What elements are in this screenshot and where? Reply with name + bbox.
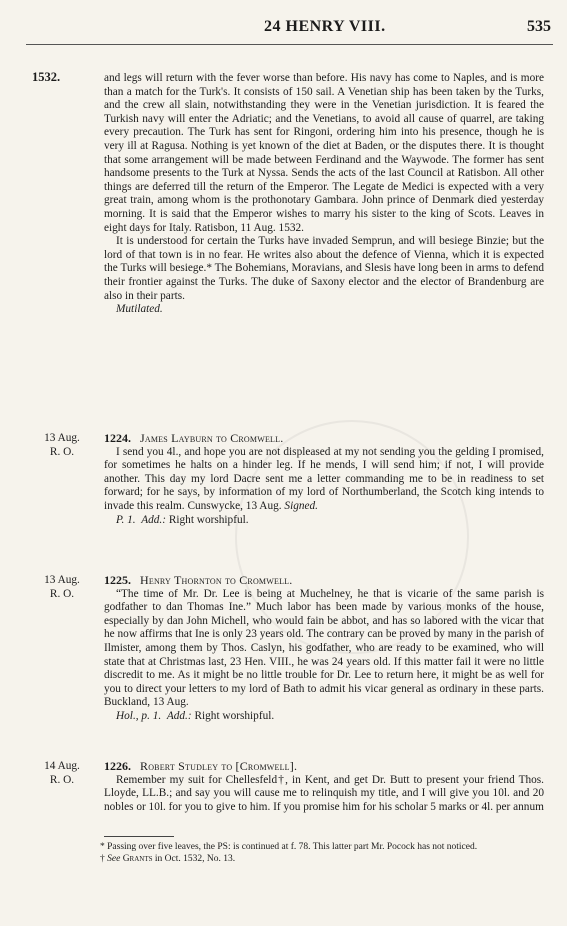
- entry-text: “The time of Mr. Dr. Lee is being at Muchelney, he that is vicarie of the same parish is godfather to dan Thomas Ine.” Much labor has been made by various monks of the house, especially by dan John Michell, who would fain be abbot, and has so labored with the vicar that he now affirms that Ine is only 23 years old. The contrary can be proved by many in the parish of Ilmister, among them by Thos. Caslyn, his godfather, who are ready to be examined, who will state that at Christmas last, 23 Hen. VIII., he was 24 years old. If this matter fail it were no little discredit to me. As it might be no little trouble for Dr. Lee to return here, it might be as well for you to direct your letters to my lord of Bath to admit his vicar general as ordinary in these parts. Buckland, 13 Aug.: [104, 587, 544, 709]
- entry-source: R. O.: [49, 587, 75, 600]
- endnote-address: Right worshipful.: [168, 513, 249, 526]
- entry-heading: [104, 574, 544, 588]
- endnote-add: Add.:: [141, 513, 167, 526]
- intro-paragraph-1: and legs will return with the fever worse than before. His navy has come to Naples, and is more than a match for the Turk's. It consists of 150 sail. A Venetian ship has been taken by the Turks, and the crew all slain, notwithstanding they were in the Venetian jurisdiction. It is feared the Turkish navy will enter the Adriatic; and the Venetians, to avoid all cause of quarrel, are taking every precaution. The Turk has sent for Ringoni, ordering him into his presence, though he is very ill at Ragusa. Nothing is yet known of the diet at Baden, or the disputes there. It is thought that some arrangement will be made between Ferdinand and the Waywode. The former has sent handsome presents to the Turk at Nyssa. Sends the acts of the last Council at Ratisbon. All other things are deferred till the return of the Emperor. The Legate de Medici is expected with a very great train, among whom is the prothonotary Gambara. John prince of Denmark died yesterday morning. It is said that the Emperor wishes to marry his sister to the king of Scots. Leaves in eight days for Italy. Ratisbon, 11 Aug. 1532.: [104, 72, 544, 234]
- footnote-rule: [104, 836, 174, 837]
- signed-note: Signed.: [284, 499, 318, 512]
- entry-title: James Layburn to Cromwell.: [140, 431, 284, 445]
- endnote-pages: P. 1.: [116, 513, 136, 526]
- footnote-dagger: [88, 854, 546, 866]
- endnote-add: Add.:: [166, 709, 192, 722]
- entry-number: 1224.: [104, 431, 131, 445]
- grants-ref: Grants: [122, 853, 153, 864]
- footnotes: [88, 842, 546, 865]
- entry-endnote: [104, 710, 544, 724]
- page-header: [0, 18, 567, 40]
- entry-1226-margin: [32, 760, 92, 787]
- entry-source: R. O.: [49, 445, 75, 458]
- entry-endnote: [104, 514, 544, 528]
- entry-number: 1226.: [104, 759, 131, 773]
- entry-1225-margin: [32, 574, 92, 601]
- running-title: 24 HENRY VIII.: [264, 18, 386, 35]
- dagger-rest: in Oct. 1532, No. 13.: [154, 853, 236, 864]
- entry-1225: [104, 574, 544, 724]
- footnote-star: * Passing over five leaves, the PS: is continued at f. 78. This latter part Mr. Pocock has not noticed.: [100, 842, 478, 852]
- entry-text: [104, 446, 544, 514]
- entry-1224: [104, 432, 544, 527]
- entry-date: 13 Aug.: [44, 574, 80, 586]
- entry-number: 1225.: [104, 573, 131, 587]
- dagger-mark: †: [100, 853, 105, 864]
- intro-continuation: [104, 72, 544, 317]
- entry-title: Robert Studley to [Cromwell].: [140, 759, 298, 773]
- entry-text: Remember my suit for Chellesfeld†, in Kent, and get Dr. Butt to present your friend Thos. Lloyde, LL.B.; and say you will cause me to relinquish my title, and I will give you 10l. and 20 nobles or 10l. for you to give to him. If you promise him for his scholar 5 marks or 4l. per annum: [104, 773, 544, 813]
- entry-body: I send you 4l., and hope you are not displeased at my not sending you the gelding I promised, for sometimes he halts on a hinder leg. If he mends, I will send him; if not, I will provide another. This day my lord Dacre sent me a letter commanding me to be in readiness to set forward; for he says, by information of my lord of Northumberland, the Scotch king intends to invade this realm. Cunswycke, 13 Aug.: [104, 445, 544, 512]
- page-number: 535: [527, 18, 551, 35]
- entry-title: Henry Thornton to Cromwell.: [140, 573, 293, 587]
- entry-1224-margin: [32, 432, 92, 459]
- entry-date: 13 Aug.: [44, 432, 80, 444]
- intro-paragraph-2: It is understood for certain the Turks have invaded Semprun, and will besiege Binzie; but the lord of that town is in no fear. He writes also about the defence of Vienna, which it is expected the Turks will besiege.* The Bohemians, Moravians, and Slesis have long been in arms to defend their frontier against the Turks. The duke of Saxony elector and the elector of Brandenburg are also in their parts.: [104, 235, 544, 302]
- entry-source: R. O.: [49, 773, 75, 786]
- entry-heading: [104, 760, 544, 774]
- entry-1226: [104, 760, 544, 814]
- mutilated-note: Mutilated.: [116, 303, 163, 316]
- entry-heading: [104, 432, 544, 446]
- entry-date: 14 Aug.: [44, 760, 80, 772]
- header-rule: [26, 44, 553, 45]
- endnote-pages: Hol., p. 1.: [116, 709, 162, 722]
- year-marker: 1532.: [32, 70, 61, 84]
- see-word: See: [107, 853, 121, 864]
- endnote-address: Right worshipful.: [194, 709, 275, 722]
